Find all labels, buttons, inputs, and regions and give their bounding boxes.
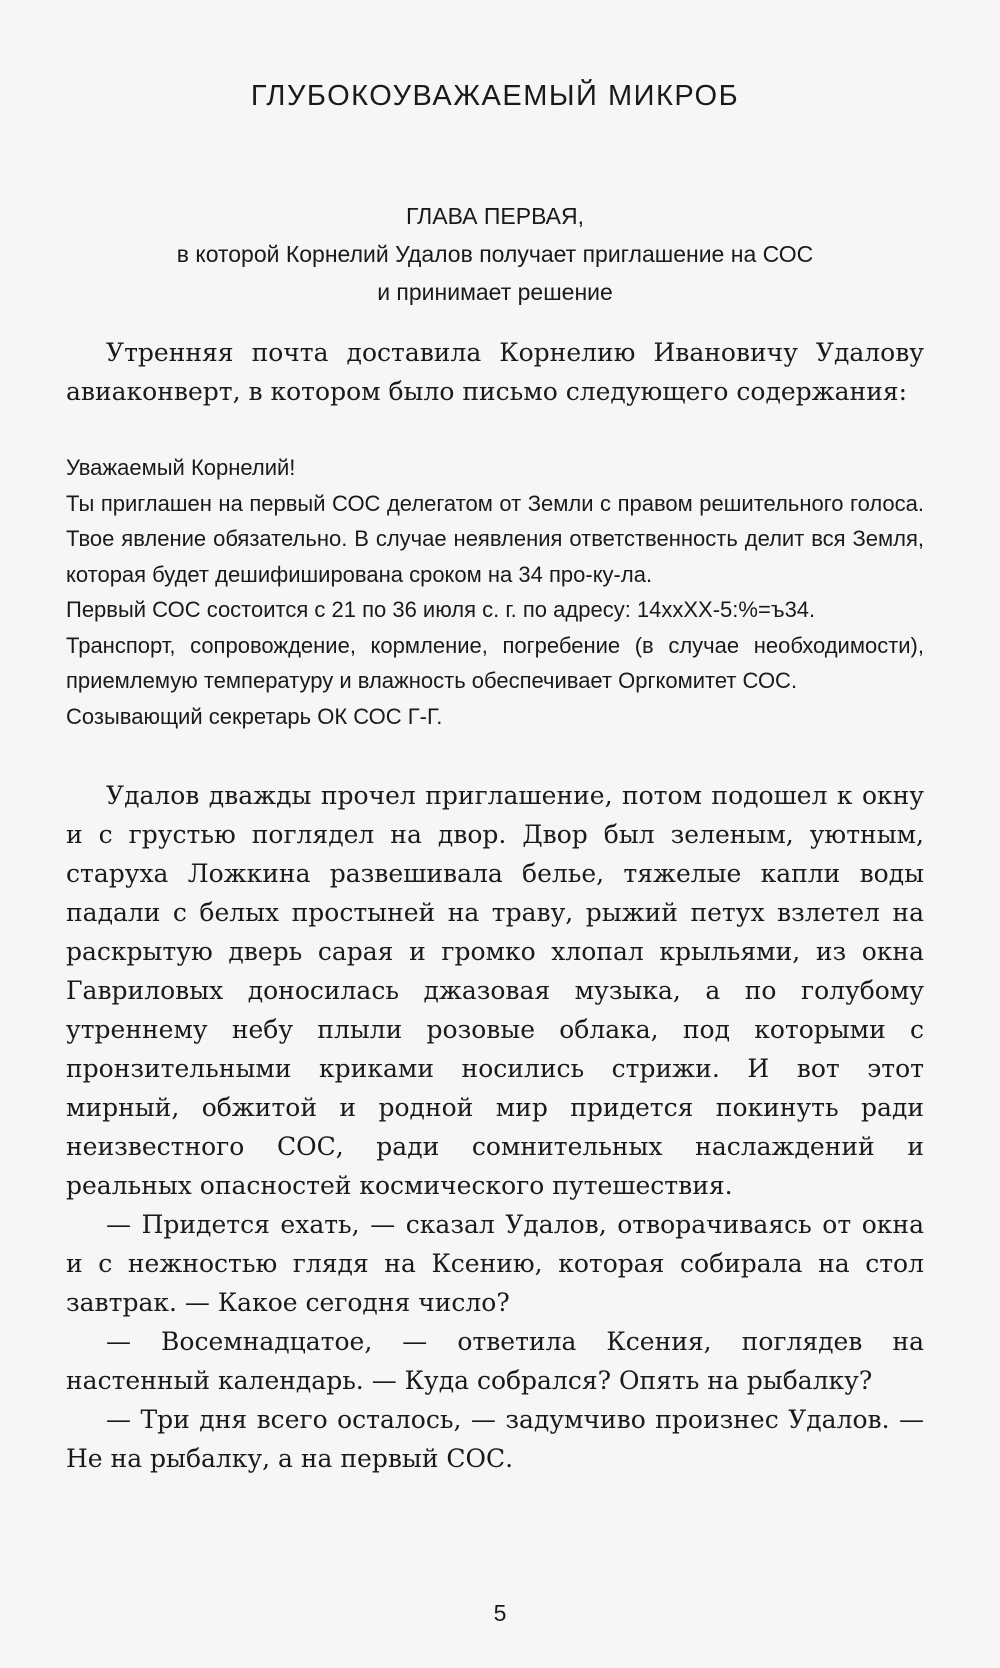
letter-paragraph: Первый СОС состоится с 21 по 36 июля с. г. по адресу: 14ххХХ-5:%=ъ34. [66, 597, 816, 622]
narrative-paragraph: Удалов дважды прочел приглашение, потом подошел к окну и с грустью поглядел на двор. Двор был зеленым, уютным, старуха Ложкина развешивала белье, тяжелые капли воды падали с белых простыней на траву, рыжий петух взлетел на раскрытую дверь сарая и громко хлопал крыльями, из окна Гавриловых доносилась джазовая музыка, а по голубому утреннему небу плыли розовые облака, под которыми с пронзительными криками носились стрижи. И вот этот мирный, обжитой и родной мир придется покинуть ради неизвестного СОС, ради сомнительных наслаждений и реальных опасностей космического путешествия. [66, 781, 924, 1200]
letter-greeting: Уважаемый Корнелий! [66, 455, 296, 480]
book-page [66, 70, 924, 1478]
letter-paragraph: Транспорт, сопровождение, кормление, погребение (в случае необходимости), приемлемую температуру и влажность обеспечивает Оргкомитет СОС. [66, 632, 924, 693]
intro-section [66, 333, 924, 411]
letter-signature: Созывающий секретарь ОК СОС Г-Г. [66, 703, 443, 729]
page-number: 5 [493, 1600, 507, 1626]
intro-paragraph: Утренняя почта доставила Корнелию Ивановичу Удалову авиаконверт, в котором было письмо следующего содержания: [66, 338, 924, 406]
chapter-subtitle-line-2: и принимает решение [377, 279, 613, 305]
chapter-subtitle-line-1: в которой Корнелий Удалов получает приглашение на СОС [176, 241, 814, 267]
dialogue-paragraph: — Три дня всего осталось, — задумчиво произнес Удалов. — Не на рыбалку, а на первый СОС. [66, 1405, 924, 1473]
chapter-heading [66, 197, 924, 311]
dialogue-paragraph: — Придется ехать, — сказал Удалов, отворачиваясь от окна и с нежностью глядя на Ксению, которая собирала на стол завтрак. — Какое сегодня число? [66, 1210, 924, 1317]
letter-paragraph: Ты приглашен на первый СОС делегатом от Земли с правом решительного голоса. Твое явление обязательно. В случае неявления ответственность делит вся Земля, которая будет дешифиширована сроком на 34 про-ку-ла. [66, 490, 924, 587]
story-title: ГЛУБОКОУВАЖАЕМЫЙ МИКРОБ [250, 80, 740, 112]
invitation-letter [66, 450, 924, 734]
dialogue-paragraph: — Восемнадцатое, — ответила Ксения, поглядев на настенный календарь. — Куда собрался? Опять на рыбалку? [66, 1327, 924, 1395]
narrative-section [66, 776, 924, 1478]
chapter-number: ГЛАВА ПЕРВАЯ, [405, 203, 585, 229]
